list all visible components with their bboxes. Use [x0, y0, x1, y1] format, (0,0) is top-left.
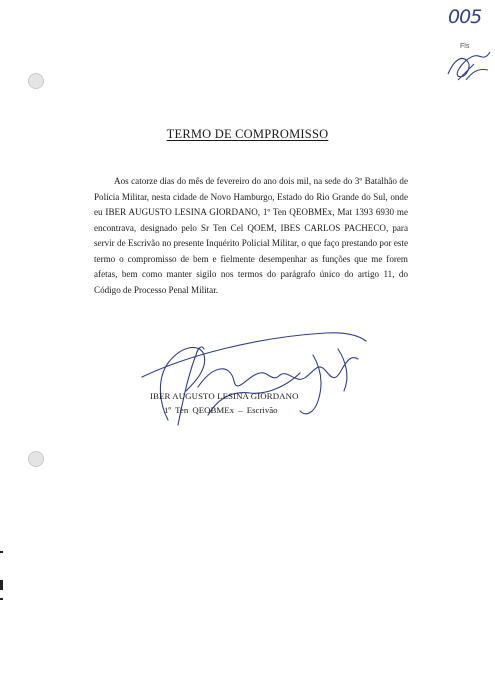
handwritten-signature — [138, 325, 378, 435]
document-body: Aos catorze dias do mês de fevereiro do ano dois mil, na sede do 3º Batalhão de Polícia Militar, nesta cidade de Novo Hamburgo, Estado do Rio Grande do Sul, onde eu IBER AUGUSTO LESINA GIORDANO, 1º Ten QEOBMEx, Mat 1393 6930 me encontrava, designado pelo Sr Ten Cel QOEM, IBES CARLOS PACHECO, para servir de Escrivão no presente Inquérito Policial Militar, o que faço prestando por este termo o compromisso de bem e fielmente desempenhar as funções que me forem afetas, bem como manter sigilo nos termos do parágrafo único do artigo 11, do Código de Processo Penal Militar. — [94, 176, 408, 295]
signatory-role: 1º Ten QEOBMEx – Escrivão — [164, 405, 278, 415]
punch-hole-top — [28, 73, 44, 89]
document-title-text: TERMO DE COMPROMISSO — [166, 127, 329, 141]
document-title — [0, 127, 495, 142]
edge-mark — [0, 551, 3, 553]
folio-rubric-signature — [444, 40, 494, 85]
folio-label: Fls — [460, 43, 470, 50]
signatory-name: IBER AUGUSTO LESINA GIORDANO — [150, 391, 299, 401]
punch-hole-bottom — [28, 451, 44, 467]
edge-mark — [0, 580, 3, 590]
edge-mark — [0, 598, 3, 600]
folio-number: 005 — [448, 6, 482, 28]
